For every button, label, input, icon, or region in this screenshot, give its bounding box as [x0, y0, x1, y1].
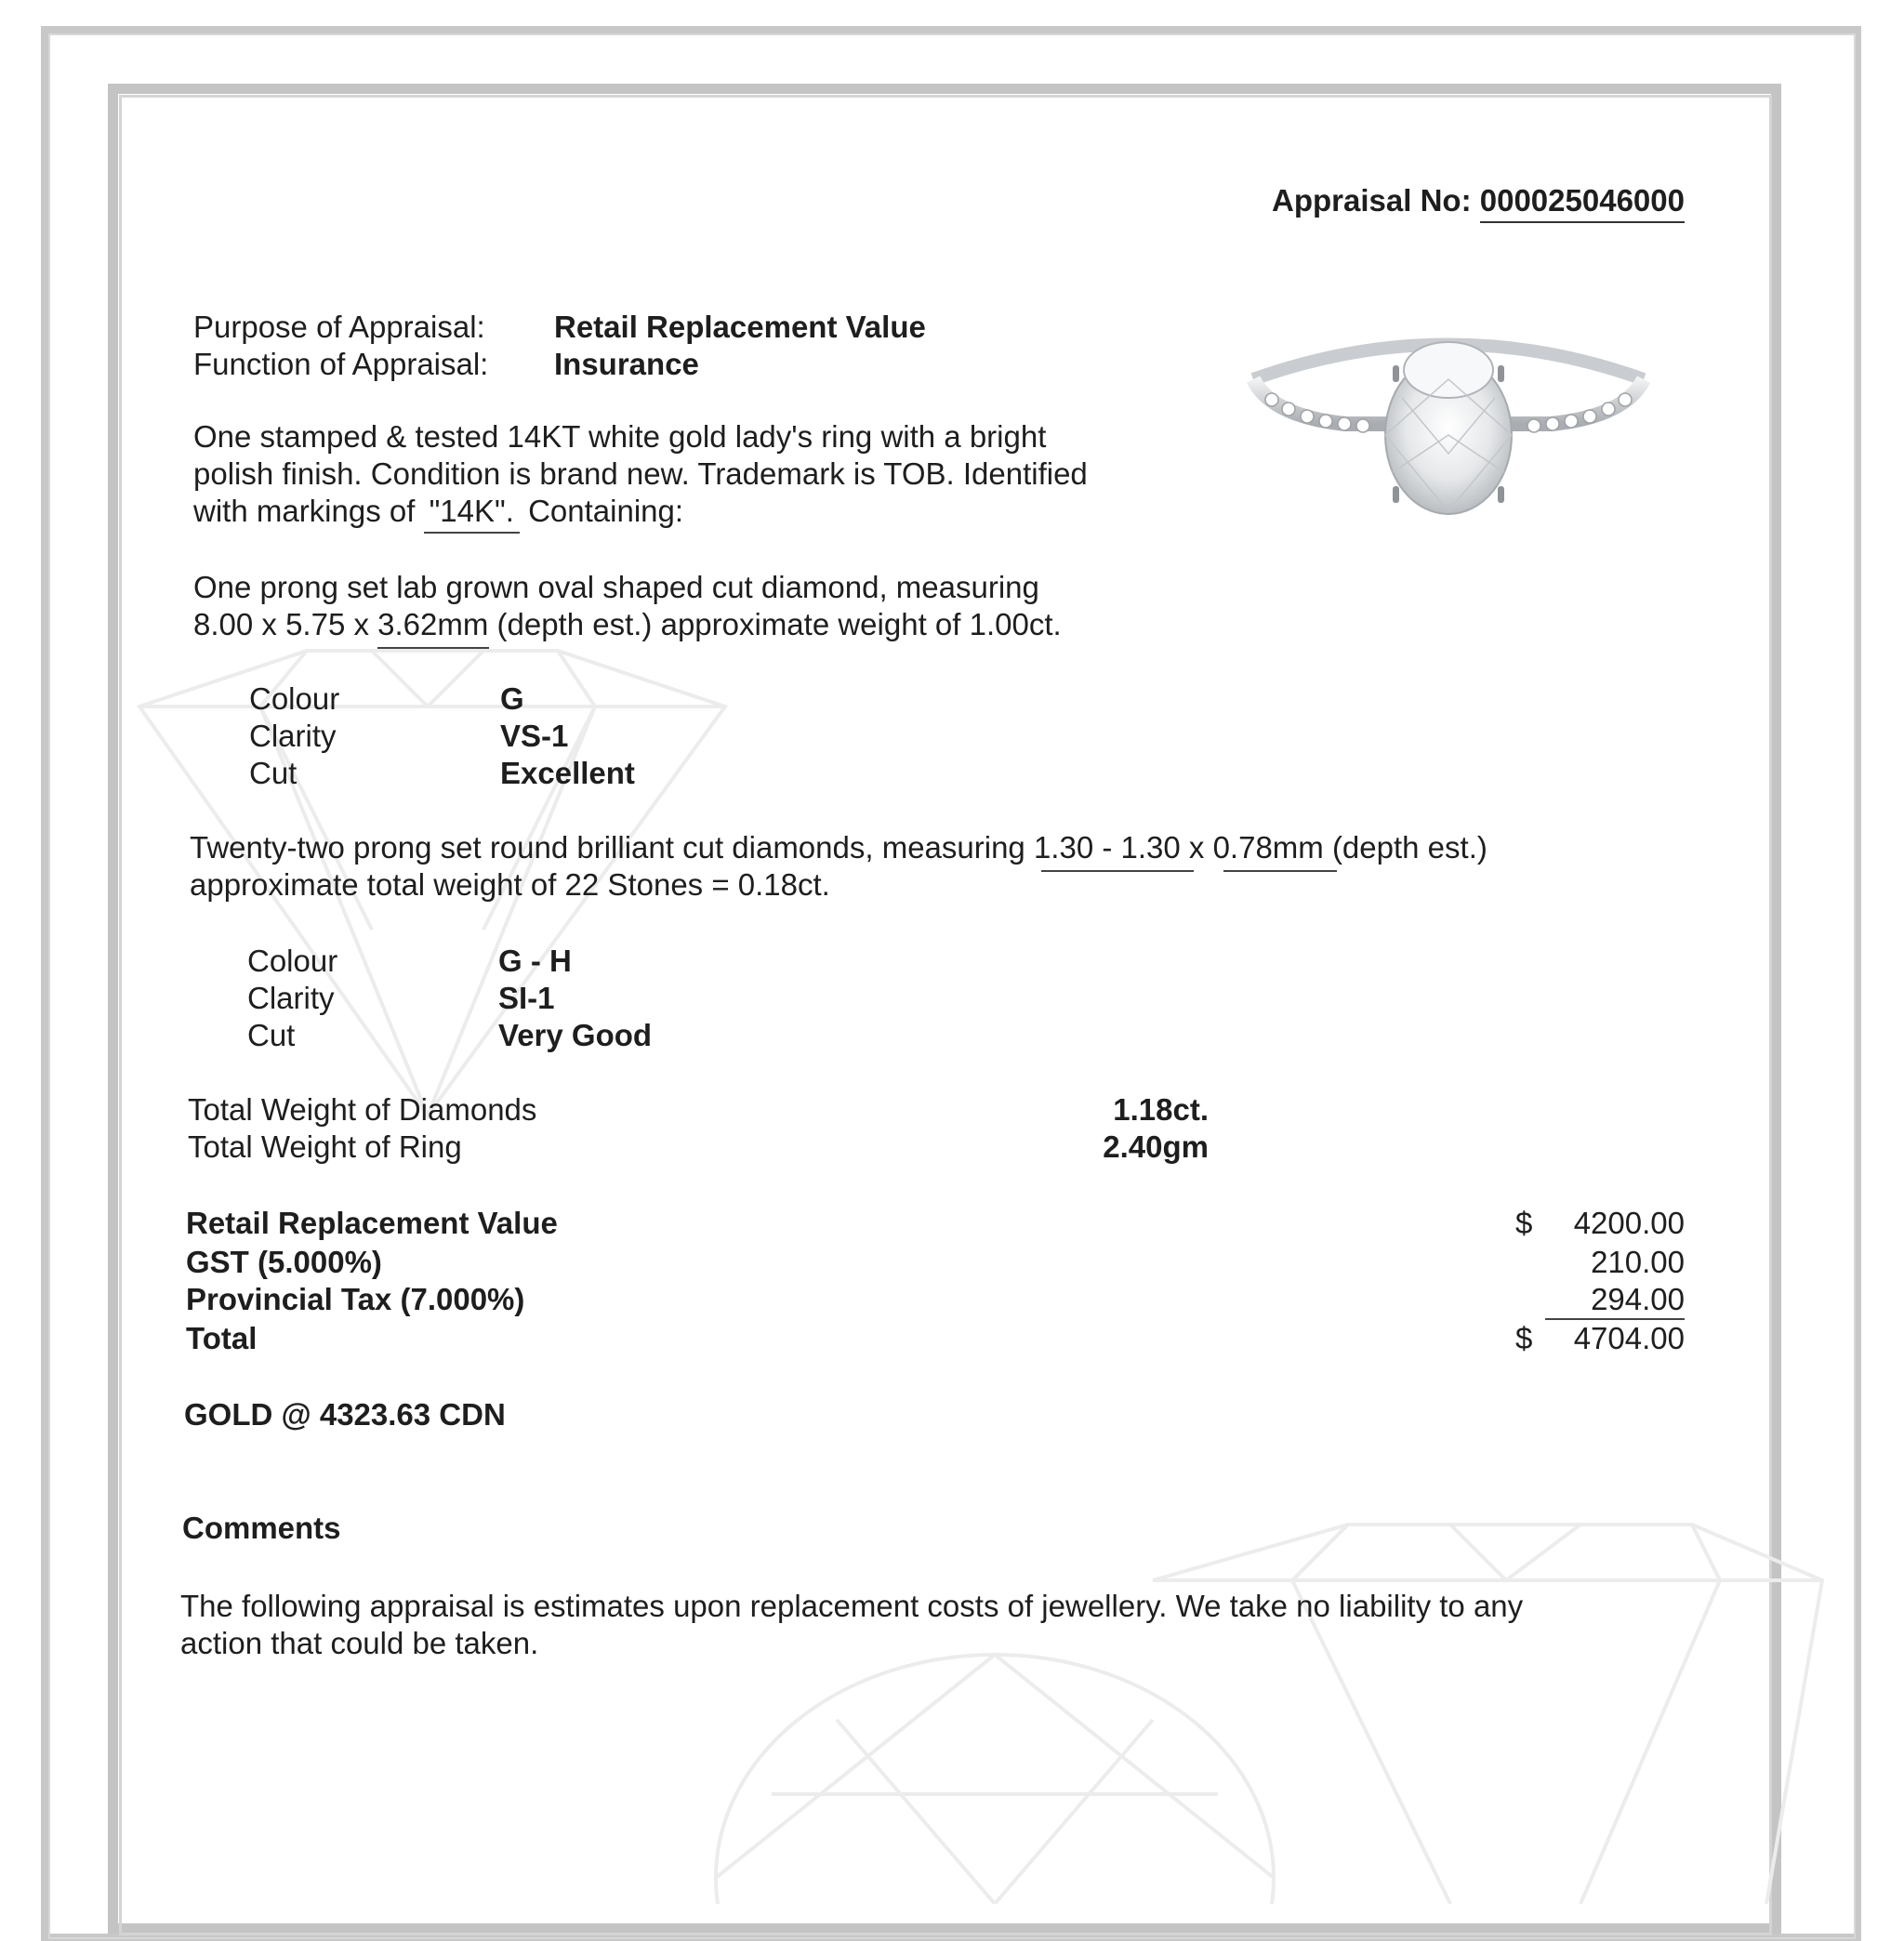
- purpose-label: Purpose of Appraisal:: [193, 310, 485, 344]
- side-clarity-value: SI-1: [498, 981, 555, 1015]
- side-clarity-label: Clarity: [247, 981, 335, 1015]
- total-amount: 4704.00: [1573, 1321, 1685, 1355]
- appraisal-number: 000025046000: [1480, 182, 1685, 223]
- provincial-tax-amount: 294.00: [1591, 1282, 1685, 1316]
- ring-photo: [1235, 314, 1662, 519]
- currency-symbol: $: [1515, 1206, 1533, 1240]
- center-cut-value: Excellent: [500, 756, 635, 790]
- purpose-value: Retail Replacement Value: [554, 310, 926, 344]
- center-colour-value: G: [500, 681, 524, 716]
- size-underline: [1041, 870, 1194, 872]
- total-currency-symbol: $: [1515, 1321, 1533, 1355]
- function-label: Function of Appraisal:: [193, 347, 489, 381]
- retail-value-label: Retail Replacement Value: [186, 1206, 558, 1240]
- total-ring-weight-label: Total Weight of Ring: [188, 1129, 462, 1164]
- function-value: Insurance: [554, 347, 699, 381]
- side-cut-value: Very Good: [498, 1018, 653, 1052]
- center-clarity-label: Clarity: [249, 719, 337, 753]
- retail-value-amount: 4200.00: [1573, 1206, 1685, 1240]
- total-label: Total: [186, 1321, 258, 1355]
- description-line-2: polish finish. Condition is brand new. Trademark is TOB. Identified: [193, 456, 1088, 491]
- side-stones-line-2: approximate total weight of 22 Stones = 0.18ct.: [190, 867, 830, 902]
- gst-amount: 210.00: [1591, 1245, 1685, 1279]
- description-line-3-start: with markings of: [193, 494, 416, 528]
- total-diamond-weight-value: 1.18ct.: [1113, 1092, 1209, 1127]
- side-cut-label: Cut: [247, 1018, 296, 1052]
- comments-line-1: The following appraisal is estimates upon replacement costs of jewellery. We take no liability to any: [180, 1589, 1524, 1623]
- side-stones-line-1: Twenty-two prong set round brilliant cut diamonds, measuring 1.30 - 1.30 x 0.78mm (depth est.): [190, 830, 1488, 865]
- center-cut-label: Cut: [249, 756, 298, 790]
- description-line-3: [193, 493, 683, 534]
- gst-label: GST (5.000%): [186, 1245, 382, 1279]
- side-colour-label: Colour: [247, 944, 338, 978]
- total-ring-weight-value: 2.40gm: [1103, 1129, 1209, 1164]
- gold-price: GOLD @ 4323.63 CDN: [184, 1397, 506, 1432]
- center-stone-line-2: 8.00 x 5.75 x 3.62mm (depth est.) approximate weight of 1.00ct.: [193, 607, 1062, 641]
- description-line-3-end: Containing:: [528, 494, 684, 528]
- center-stone-line-1: One prong set lab grown oval shaped cut diamond, measuring: [193, 570, 1039, 604]
- comments-heading: Comments: [182, 1511, 341, 1545]
- side-depth-underline: [1223, 870, 1337, 872]
- depth-underline: [377, 647, 489, 649]
- marking-value: "14K".: [424, 493, 520, 534]
- description-line-1: One stamped & tested 14KT white gold lady's ring with a bright: [193, 419, 1047, 454]
- appraisal-number-label: Appraisal No:: [1272, 183, 1472, 218]
- provincial-tax-label: Provincial Tax (7.000%): [186, 1282, 525, 1316]
- total-diamond-weight-label: Total Weight of Diamonds: [188, 1092, 537, 1127]
- appraisal-number-line: [1272, 182, 1685, 223]
- comments-line-2: action that could be taken.: [180, 1626, 539, 1660]
- center-clarity-value: VS-1: [500, 719, 569, 753]
- center-colour-label: Colour: [249, 681, 340, 716]
- side-colour-value: G - H: [498, 944, 572, 978]
